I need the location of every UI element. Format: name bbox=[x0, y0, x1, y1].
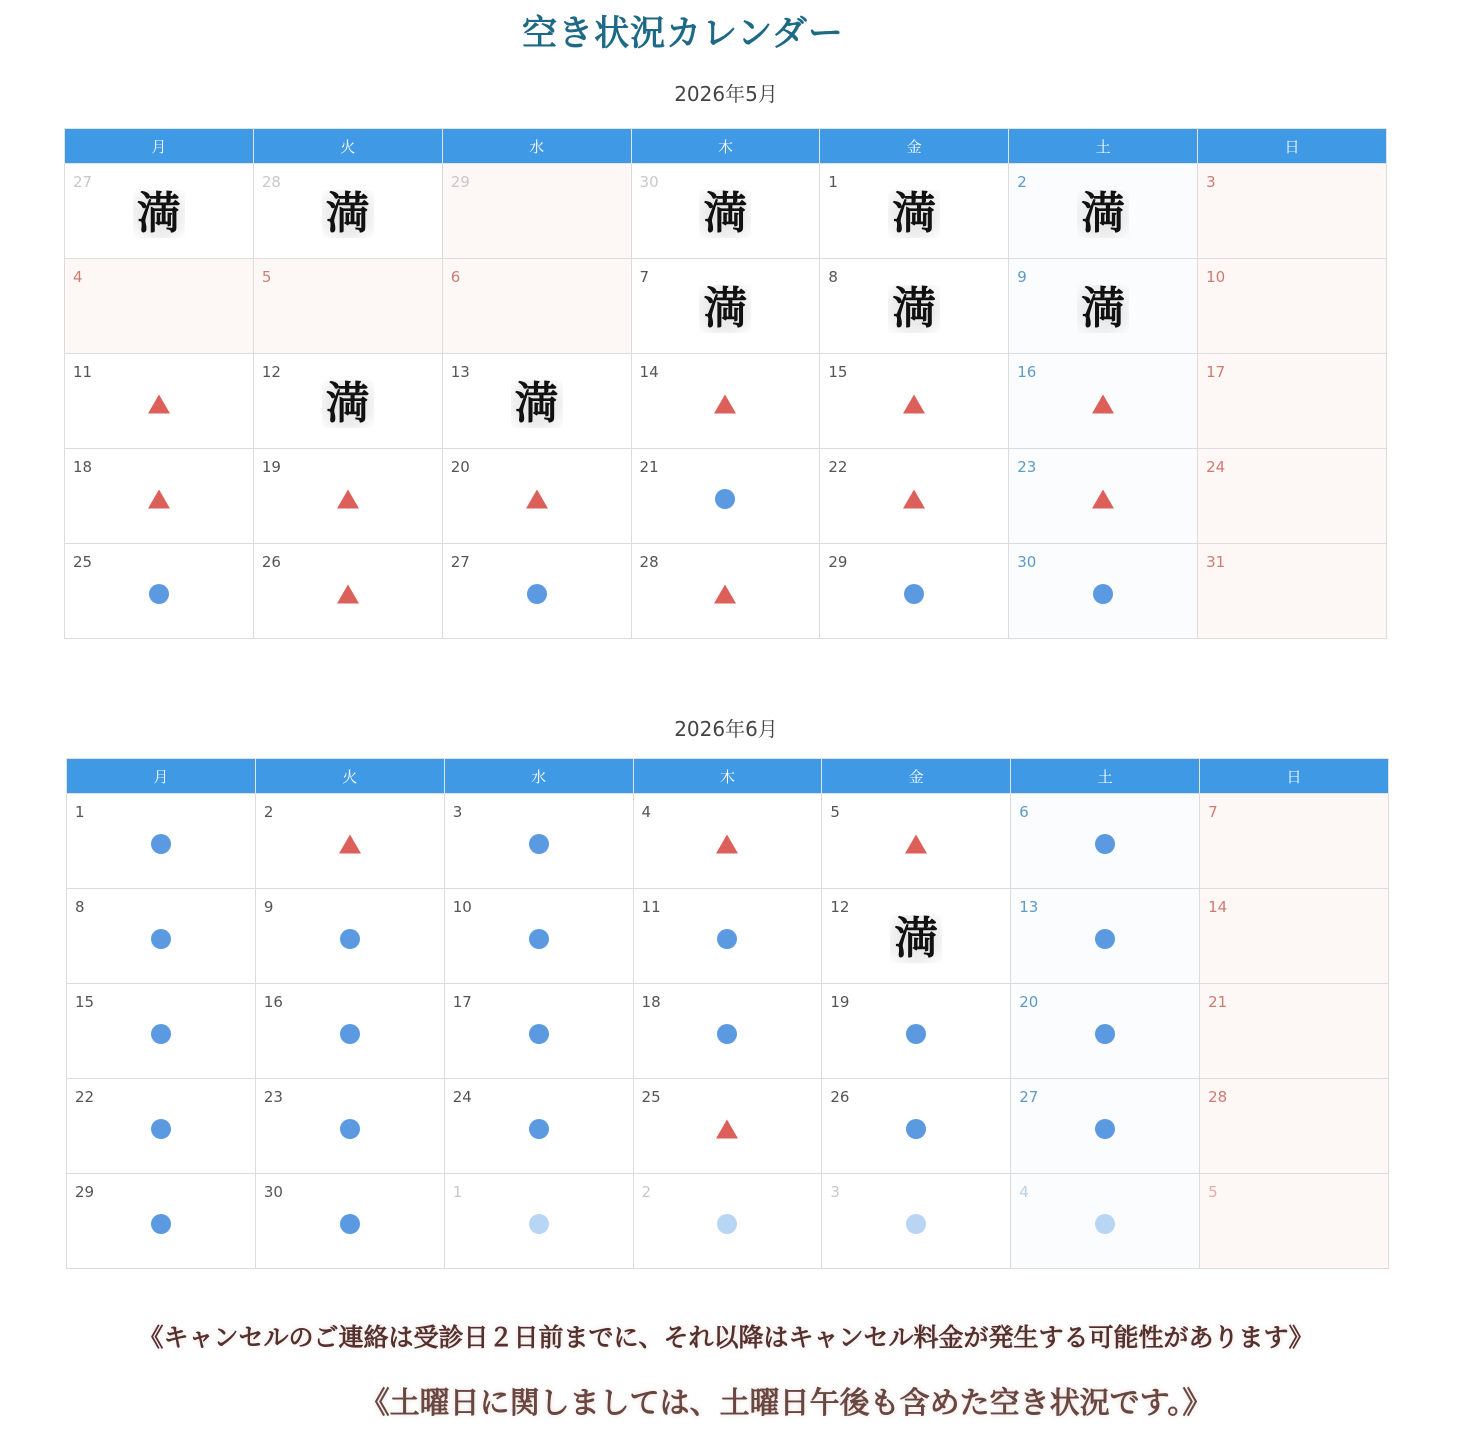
day-number: 16 bbox=[1017, 363, 1037, 381]
weekday-header: 日 bbox=[1198, 129, 1387, 164]
day-cell[interactable] bbox=[444, 1079, 633, 1174]
day-number: 8 bbox=[75, 898, 85, 916]
day-number: 4 bbox=[73, 268, 83, 286]
day-cell[interactable] bbox=[1200, 794, 1389, 889]
day-number: 27 bbox=[1019, 1088, 1039, 1106]
available-circle-icon bbox=[151, 1024, 171, 1044]
day-number: 11 bbox=[73, 363, 93, 381]
day-number: 24 bbox=[1206, 458, 1226, 476]
day-cell[interactable] bbox=[1011, 1174, 1200, 1269]
day-number: 23 bbox=[1017, 458, 1037, 476]
day-number: 20 bbox=[1019, 993, 1039, 1011]
available-circle-icon bbox=[340, 929, 360, 949]
limited-triangle-icon bbox=[903, 489, 925, 508]
limited-triangle-icon bbox=[337, 584, 359, 603]
available-circle-icon bbox=[715, 489, 735, 509]
day-number: 25 bbox=[73, 553, 93, 571]
day-number: 3 bbox=[830, 1183, 840, 1201]
week-row bbox=[65, 354, 1387, 449]
saturday-notice: 《土曜日に関しましては、土曜日午後も含めた空き状況です。》 bbox=[359, 1386, 1213, 1421]
day-number: 17 bbox=[452, 993, 472, 1011]
weekday-header: 火 bbox=[253, 129, 442, 164]
limited-triangle-icon bbox=[905, 834, 927, 853]
day-number: 27 bbox=[450, 553, 470, 571]
day-cell[interactable] bbox=[633, 889, 822, 984]
week-row bbox=[65, 259, 1387, 354]
day-cell[interactable] bbox=[253, 164, 442, 259]
available-circle-icon bbox=[149, 584, 169, 604]
weekday-header: 土 bbox=[1009, 129, 1198, 164]
limited-triangle-icon bbox=[714, 584, 736, 603]
weekday-header: 日 bbox=[1200, 759, 1389, 794]
cancel-notice: 《キャンセルのご連絡は受診日２日前までに、それ以降はキャンセル料金が発生する可能性があります》 bbox=[138, 1323, 1314, 1352]
weekday-header-row bbox=[65, 129, 1387, 164]
day-number: 30 bbox=[639, 173, 659, 191]
day-cell[interactable] bbox=[442, 449, 631, 544]
day-number: 5 bbox=[1208, 1183, 1218, 1201]
day-cell[interactable] bbox=[1011, 889, 1200, 984]
day-number: 10 bbox=[1206, 268, 1226, 286]
available-circle-icon bbox=[529, 834, 549, 854]
day-cell[interactable] bbox=[1009, 354, 1198, 449]
day-number: 27 bbox=[73, 173, 93, 191]
day-number: 19 bbox=[261, 458, 281, 476]
day-cell[interactable] bbox=[1011, 1079, 1200, 1174]
day-cell[interactable] bbox=[444, 1174, 633, 1269]
full-mark: 満 bbox=[322, 380, 374, 428]
day-cell[interactable] bbox=[631, 544, 820, 639]
weekday-header: 木 bbox=[633, 759, 822, 794]
weekday-header-row bbox=[67, 759, 1389, 794]
available-circle-icon bbox=[529, 1214, 549, 1234]
weekday-header: 月 bbox=[65, 129, 254, 164]
day-cell[interactable] bbox=[444, 984, 633, 1079]
day-number: 7 bbox=[1208, 803, 1218, 821]
day-number: 9 bbox=[1017, 268, 1027, 286]
day-number: 8 bbox=[828, 268, 838, 286]
full-mark: 満 bbox=[699, 285, 751, 333]
day-number: 3 bbox=[452, 803, 463, 821]
day-number: 4 bbox=[641, 803, 652, 821]
available-circle-icon bbox=[717, 1214, 737, 1234]
day-cell[interactable] bbox=[1200, 889, 1389, 984]
day-number: 30 bbox=[263, 1183, 283, 1201]
day-number: 18 bbox=[73, 458, 93, 476]
available-circle-icon bbox=[904, 584, 924, 604]
week-row bbox=[67, 984, 1389, 1079]
day-cell[interactable] bbox=[255, 984, 444, 1079]
day-cell[interactable] bbox=[820, 354, 1009, 449]
day-number: 29 bbox=[828, 553, 848, 571]
available-circle-icon bbox=[527, 584, 547, 604]
day-cell[interactable] bbox=[1200, 1174, 1389, 1269]
day-number: 25 bbox=[641, 1088, 661, 1106]
full-mark: 満 bbox=[1077, 190, 1129, 238]
limited-triangle-icon bbox=[716, 834, 738, 853]
day-number: 10 bbox=[452, 898, 472, 916]
day-number: 6 bbox=[1019, 803, 1029, 821]
day-number: 21 bbox=[1208, 993, 1228, 1011]
limited-triangle-icon bbox=[1092, 394, 1114, 413]
weekday-header: 金 bbox=[822, 759, 1011, 794]
day-cell[interactable] bbox=[253, 449, 442, 544]
day-number: 12 bbox=[261, 363, 281, 381]
day-number: 19 bbox=[830, 993, 850, 1011]
full-mark: 満 bbox=[888, 190, 940, 238]
day-number: 1 bbox=[828, 173, 838, 191]
day-number: 9 bbox=[263, 898, 274, 916]
day-cell[interactable] bbox=[442, 259, 631, 354]
full-mark: 満 bbox=[322, 190, 374, 238]
day-cell[interactable] bbox=[442, 354, 631, 449]
day-cell[interactable] bbox=[65, 449, 254, 544]
day-cell[interactable] bbox=[255, 889, 444, 984]
calendar-may bbox=[64, 128, 1387, 639]
available-circle-icon bbox=[151, 834, 171, 854]
available-circle-icon bbox=[906, 1214, 926, 1234]
day-number: 1 bbox=[452, 1183, 463, 1201]
day-cell[interactable] bbox=[1011, 794, 1200, 889]
day-cell[interactable] bbox=[631, 449, 820, 544]
day-cell[interactable] bbox=[1009, 544, 1198, 639]
available-circle-icon bbox=[529, 1024, 549, 1044]
day-cell[interactable] bbox=[67, 889, 256, 984]
weekday-header: 水 bbox=[444, 759, 633, 794]
day-cell[interactable] bbox=[633, 1174, 822, 1269]
available-circle-icon bbox=[906, 1119, 926, 1139]
day-number: 11 bbox=[641, 898, 661, 916]
day-cell[interactable] bbox=[633, 1079, 822, 1174]
day-cell[interactable] bbox=[253, 259, 442, 354]
day-number: 14 bbox=[1208, 898, 1228, 916]
day-cell[interactable] bbox=[253, 354, 442, 449]
day-cell[interactable] bbox=[67, 1079, 256, 1174]
month-title-june: 2026年6月 bbox=[674, 717, 778, 741]
day-number: 22 bbox=[828, 458, 848, 476]
weekday-header: 月 bbox=[67, 759, 256, 794]
available-circle-icon bbox=[151, 1214, 171, 1234]
limited-triangle-icon bbox=[337, 489, 359, 508]
day-number: 5 bbox=[261, 268, 272, 286]
calendar-june bbox=[66, 758, 1389, 1269]
day-number: 20 bbox=[450, 458, 470, 476]
day-number: 6 bbox=[450, 268, 461, 286]
day-number: 3 bbox=[1206, 173, 1216, 191]
day-cell[interactable] bbox=[631, 164, 820, 259]
day-cell[interactable] bbox=[442, 164, 631, 259]
day-cell[interactable] bbox=[820, 164, 1009, 259]
day-number: 17 bbox=[1206, 363, 1226, 381]
day-cell[interactable] bbox=[65, 354, 254, 449]
day-number: 21 bbox=[639, 458, 659, 476]
day-cell[interactable] bbox=[1198, 354, 1387, 449]
day-cell[interactable] bbox=[822, 794, 1011, 889]
day-number: 28 bbox=[261, 173, 281, 191]
weekday-header: 火 bbox=[255, 759, 444, 794]
day-number: 22 bbox=[75, 1088, 95, 1106]
available-circle-icon bbox=[1095, 1119, 1115, 1139]
day-cell[interactable] bbox=[822, 889, 1011, 984]
week-row bbox=[67, 794, 1389, 889]
day-number: 31 bbox=[1206, 553, 1226, 571]
weekday-header: 金 bbox=[820, 129, 1009, 164]
day-cell[interactable] bbox=[820, 259, 1009, 354]
day-cell[interactable] bbox=[65, 164, 254, 259]
available-circle-icon bbox=[1095, 1214, 1115, 1234]
limited-triangle-icon bbox=[339, 834, 361, 853]
limited-triangle-icon bbox=[148, 394, 170, 413]
full-mark: 満 bbox=[511, 380, 563, 428]
day-number: 2 bbox=[1017, 173, 1027, 191]
limited-triangle-icon bbox=[148, 489, 170, 508]
limited-triangle-icon bbox=[903, 394, 925, 413]
day-cell[interactable] bbox=[1200, 984, 1389, 1079]
available-circle-icon bbox=[340, 1119, 360, 1139]
day-cell[interactable] bbox=[65, 544, 254, 639]
day-number: 15 bbox=[828, 363, 848, 381]
full-mark: 満 bbox=[890, 915, 942, 963]
day-cell[interactable] bbox=[255, 794, 444, 889]
weekday-header: 土 bbox=[1011, 759, 1200, 794]
day-number: 28 bbox=[1208, 1088, 1228, 1106]
day-cell[interactable] bbox=[67, 1174, 256, 1269]
day-number: 2 bbox=[263, 803, 274, 821]
week-row bbox=[65, 164, 1387, 259]
day-number: 24 bbox=[452, 1088, 472, 1106]
day-number: 16 bbox=[263, 993, 283, 1011]
day-number: 1 bbox=[75, 803, 85, 821]
day-number: 15 bbox=[75, 993, 95, 1011]
day-cell[interactable] bbox=[633, 794, 822, 889]
day-cell[interactable] bbox=[444, 889, 633, 984]
available-circle-icon bbox=[340, 1214, 360, 1234]
day-cell[interactable] bbox=[631, 259, 820, 354]
day-number: 5 bbox=[830, 803, 840, 821]
full-mark: 満 bbox=[133, 190, 185, 238]
full-mark: 満 bbox=[699, 190, 751, 238]
day-number: 14 bbox=[639, 363, 659, 381]
weekday-header: 木 bbox=[631, 129, 820, 164]
day-cell[interactable] bbox=[1198, 164, 1387, 259]
day-number: 29 bbox=[450, 173, 470, 191]
day-number: 2 bbox=[641, 1183, 652, 1201]
available-circle-icon bbox=[1093, 584, 1113, 604]
day-cell[interactable] bbox=[631, 354, 820, 449]
day-number: 28 bbox=[639, 553, 659, 571]
day-cell[interactable] bbox=[822, 1174, 1011, 1269]
day-cell[interactable] bbox=[1009, 259, 1198, 354]
day-number: 23 bbox=[263, 1088, 283, 1106]
available-circle-icon bbox=[717, 1024, 737, 1044]
available-circle-icon bbox=[340, 1024, 360, 1044]
week-row bbox=[67, 1079, 1389, 1174]
day-number: 13 bbox=[450, 363, 470, 381]
week-row bbox=[67, 889, 1389, 984]
available-circle-icon bbox=[529, 1119, 549, 1139]
day-cell[interactable] bbox=[67, 794, 256, 889]
limited-triangle-icon bbox=[714, 394, 736, 413]
available-circle-icon bbox=[151, 1119, 171, 1139]
day-number: 30 bbox=[1017, 553, 1037, 571]
available-circle-icon bbox=[529, 929, 549, 949]
day-cell[interactable] bbox=[1011, 984, 1200, 1079]
week-row bbox=[65, 544, 1387, 639]
day-cell[interactable] bbox=[1009, 449, 1198, 544]
day-number: 26 bbox=[830, 1088, 850, 1106]
day-cell[interactable] bbox=[820, 449, 1009, 544]
day-cell[interactable] bbox=[1200, 1079, 1389, 1174]
limited-triangle-icon bbox=[716, 1119, 738, 1138]
day-cell[interactable] bbox=[633, 984, 822, 1079]
day-cell[interactable] bbox=[67, 984, 256, 1079]
day-cell[interactable] bbox=[820, 544, 1009, 639]
full-mark: 満 bbox=[1077, 285, 1129, 333]
available-circle-icon bbox=[906, 1024, 926, 1044]
day-number: 4 bbox=[1019, 1183, 1029, 1201]
month-title-may: 2026年5月 bbox=[674, 82, 778, 106]
limited-triangle-icon bbox=[1092, 489, 1114, 508]
available-circle-icon bbox=[1095, 834, 1115, 854]
day-cell[interactable] bbox=[442, 544, 631, 639]
day-number: 29 bbox=[75, 1183, 95, 1201]
page-title: 空き状況カレンダー bbox=[522, 14, 844, 54]
week-row bbox=[65, 449, 1387, 544]
day-cell[interactable] bbox=[822, 984, 1011, 1079]
day-cell[interactable] bbox=[1198, 259, 1387, 354]
day-cell[interactable] bbox=[444, 794, 633, 889]
day-number: 7 bbox=[639, 268, 650, 286]
available-circle-icon bbox=[717, 929, 737, 949]
limited-triangle-icon bbox=[526, 489, 548, 508]
available-circle-icon bbox=[1095, 1024, 1115, 1044]
weekday-header: 水 bbox=[442, 129, 631, 164]
available-circle-icon bbox=[151, 929, 171, 949]
day-cell[interactable] bbox=[1198, 449, 1387, 544]
day-cell[interactable] bbox=[253, 544, 442, 639]
full-mark: 満 bbox=[888, 285, 940, 333]
day-cell[interactable] bbox=[822, 1079, 1011, 1174]
day-cell[interactable] bbox=[255, 1079, 444, 1174]
day-number: 18 bbox=[641, 993, 661, 1011]
day-cell[interactable] bbox=[65, 259, 254, 354]
week-row bbox=[67, 1174, 1389, 1269]
day-number: 26 bbox=[261, 553, 281, 571]
day-cell[interactable] bbox=[1009, 164, 1198, 259]
day-number: 13 bbox=[1019, 898, 1039, 916]
day-number: 12 bbox=[830, 898, 850, 916]
day-cell[interactable] bbox=[255, 1174, 444, 1269]
day-cell[interactable] bbox=[1198, 544, 1387, 639]
available-circle-icon bbox=[1095, 929, 1115, 949]
